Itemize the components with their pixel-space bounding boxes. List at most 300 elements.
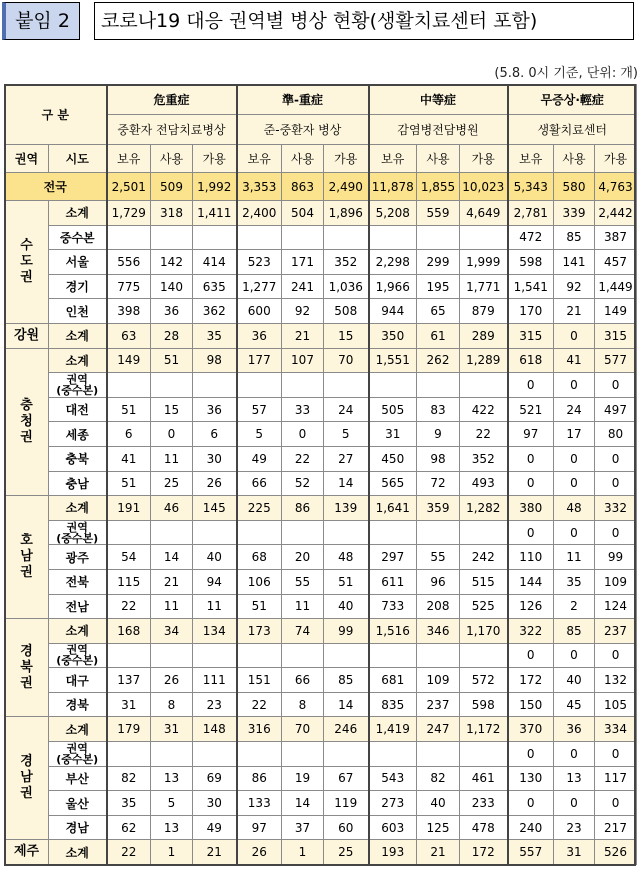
subgroup-header: 준-중환자 병상 xyxy=(237,115,369,145)
value-cell: 1,419 xyxy=(369,717,417,742)
document-header xyxy=(2,2,636,42)
value-cell: 0 xyxy=(151,422,193,447)
value-cell: 1,641 xyxy=(369,496,417,521)
value-cell: 350 xyxy=(369,323,417,348)
value-cell: 99 xyxy=(324,619,369,644)
value-cell: 40 xyxy=(324,594,369,619)
group-header: 무증상·輕症 xyxy=(508,85,637,115)
value-cell: 1 xyxy=(282,840,324,865)
value-cell: 170 xyxy=(508,299,554,324)
value-cell: 5 xyxy=(237,422,282,447)
value-cell: 515 xyxy=(460,569,508,594)
value-cell xyxy=(369,373,417,398)
value-cell: 51 xyxy=(151,348,193,373)
value-cell: 28 xyxy=(151,323,193,348)
value-cell: 0 xyxy=(508,742,554,767)
value-cell: 34 xyxy=(151,619,193,644)
city-label: 권역 (중수본) xyxy=(49,643,107,668)
value-cell: 681 xyxy=(369,668,417,693)
value-cell: 106 xyxy=(237,569,282,594)
value-cell: 5 xyxy=(151,791,193,816)
value-cell xyxy=(417,373,460,398)
value-cell xyxy=(460,373,508,398)
value-cell: 94 xyxy=(193,569,237,594)
metric-header: 가용 xyxy=(595,145,637,173)
value-cell: 332 xyxy=(595,496,637,521)
value-cell: 1,172 xyxy=(460,717,508,742)
value-cell xyxy=(282,225,324,250)
subtotal-row xyxy=(5,348,637,373)
value-cell: 334 xyxy=(595,717,637,742)
value-cell: 0 xyxy=(508,520,554,545)
value-cell: 565 xyxy=(369,471,417,496)
value-cell: 24 xyxy=(554,397,595,422)
value-cell xyxy=(417,742,460,767)
metric-header: 사용 xyxy=(554,145,595,173)
bed-status-table xyxy=(4,84,637,865)
value-cell: 26 xyxy=(193,471,237,496)
value-cell: 19 xyxy=(282,766,324,791)
value-cell: 0 xyxy=(595,471,637,496)
value-cell xyxy=(237,643,282,668)
value-cell: 82 xyxy=(107,766,151,791)
attachment-badge: 붙임 2 xyxy=(2,2,80,40)
value-cell: 74 xyxy=(282,619,324,644)
value-cell xyxy=(324,742,369,767)
city-label: 소계 xyxy=(49,323,107,348)
value-cell: 398 xyxy=(107,299,151,324)
value-cell: 13 xyxy=(151,815,193,840)
value-cell xyxy=(151,643,193,668)
value-cell: 70 xyxy=(324,348,369,373)
value-cell: 422 xyxy=(460,397,508,422)
value-cell: 98 xyxy=(417,446,460,471)
value-cell xyxy=(107,643,151,668)
value-cell: 14 xyxy=(324,692,369,717)
value-cell xyxy=(369,225,417,250)
value-cell: 247 xyxy=(417,717,460,742)
value-cell: 31 xyxy=(107,692,151,717)
value-cell: 603 xyxy=(369,815,417,840)
value-cell xyxy=(460,643,508,668)
value-cell: 195 xyxy=(417,274,460,299)
subgroup-header: 생활치료센터 xyxy=(508,115,637,145)
city-label: 소계 xyxy=(49,619,107,644)
table-row xyxy=(5,815,637,840)
value-cell: 733 xyxy=(369,594,417,619)
value-cell xyxy=(193,643,237,668)
value-cell: 11 xyxy=(151,446,193,471)
value-cell: 0 xyxy=(554,742,595,767)
value-cell: 2 xyxy=(554,594,595,619)
subtotal-row xyxy=(5,496,637,521)
value-cell: 14 xyxy=(282,791,324,816)
national-row xyxy=(5,173,637,201)
value-cell: 0 xyxy=(595,643,637,668)
value-cell: 115 xyxy=(107,569,151,594)
value-cell: 0 xyxy=(554,520,595,545)
value-cell: 2,501 xyxy=(107,173,151,201)
value-cell: 11 xyxy=(554,545,595,570)
table-row xyxy=(5,594,637,619)
city-label: 중수본 xyxy=(49,225,107,250)
value-cell: 17 xyxy=(554,422,595,447)
value-cell: 387 xyxy=(595,225,637,250)
value-cell: 132 xyxy=(595,668,637,693)
value-cell xyxy=(282,742,324,767)
value-cell xyxy=(417,643,460,668)
value-cell: 497 xyxy=(595,397,637,422)
value-cell: 600 xyxy=(237,299,282,324)
value-cell xyxy=(460,742,508,767)
value-cell: 110 xyxy=(508,545,554,570)
value-cell: 315 xyxy=(508,323,554,348)
value-cell: 179 xyxy=(107,717,151,742)
value-cell xyxy=(237,742,282,767)
value-cell: 99 xyxy=(595,545,637,570)
value-cell: 1,170 xyxy=(460,619,508,644)
value-cell: 1,551 xyxy=(369,348,417,373)
value-cell: 168 xyxy=(107,619,151,644)
value-cell: 173 xyxy=(237,619,282,644)
value-cell xyxy=(369,643,417,668)
value-cell: 92 xyxy=(554,274,595,299)
value-cell: 46 xyxy=(151,496,193,521)
value-cell: 133 xyxy=(237,791,282,816)
value-cell: 1,771 xyxy=(460,274,508,299)
value-cell: 598 xyxy=(508,250,554,275)
city-label: 소계 xyxy=(49,348,107,373)
value-cell: 63 xyxy=(107,323,151,348)
table-row xyxy=(5,692,637,717)
value-cell: 322 xyxy=(508,619,554,644)
value-cell: 246 xyxy=(324,717,369,742)
subgroup-header: 감염병전담병원 xyxy=(369,115,508,145)
corner-header: 구 분 xyxy=(5,85,107,145)
value-cell: 8 xyxy=(151,692,193,717)
value-cell: 557 xyxy=(508,840,554,865)
value-cell: 370 xyxy=(508,717,554,742)
value-cell: 119 xyxy=(324,791,369,816)
document-title: 코로나19 대응 권역별 병상 현황(생활치료센터 포함) xyxy=(94,2,634,40)
city-label: 소계 xyxy=(49,201,107,226)
value-cell: 48 xyxy=(554,496,595,521)
value-cell: 134 xyxy=(193,619,237,644)
value-cell: 2,442 xyxy=(595,201,637,226)
value-cell: 51 xyxy=(324,569,369,594)
value-cell: 66 xyxy=(282,668,324,693)
value-cell: 191 xyxy=(107,496,151,521)
value-cell: 472 xyxy=(508,225,554,250)
value-cell xyxy=(151,225,193,250)
subtotal-row xyxy=(5,840,637,865)
value-cell xyxy=(193,225,237,250)
header-row-groups xyxy=(5,85,637,115)
value-cell: 1,282 xyxy=(460,496,508,521)
region-label: 충 청 권 xyxy=(5,348,49,496)
value-cell: 315 xyxy=(595,323,637,348)
value-cell: 70 xyxy=(282,717,324,742)
table-row xyxy=(5,742,637,767)
value-cell: 635 xyxy=(193,274,237,299)
table-row xyxy=(5,569,637,594)
value-cell: 45 xyxy=(554,692,595,717)
value-cell: 139 xyxy=(324,496,369,521)
value-cell xyxy=(417,225,460,250)
value-cell: 30 xyxy=(193,446,237,471)
city-label: 소계 xyxy=(49,717,107,742)
value-cell: 80 xyxy=(595,422,637,447)
value-cell: 1,411 xyxy=(193,201,237,226)
city-label: 경북 xyxy=(49,692,107,717)
value-cell xyxy=(324,643,369,668)
value-cell: 142 xyxy=(151,250,193,275)
city-label: 세종 xyxy=(49,422,107,447)
value-cell: 172 xyxy=(460,840,508,865)
value-cell xyxy=(237,373,282,398)
value-cell: 2,490 xyxy=(324,173,369,201)
value-cell: 414 xyxy=(193,250,237,275)
value-cell: 863 xyxy=(282,173,324,201)
value-cell: 51 xyxy=(237,594,282,619)
value-cell: 26 xyxy=(151,668,193,693)
city-label: 충남 xyxy=(49,471,107,496)
metric-header: 사용 xyxy=(151,145,193,173)
value-cell: 55 xyxy=(417,545,460,570)
value-cell: 72 xyxy=(417,471,460,496)
value-cell: 97 xyxy=(508,422,554,447)
value-cell: 22 xyxy=(282,446,324,471)
basis-note: (5.8. 0시 기준, 단위: 개) xyxy=(494,66,638,81)
value-cell xyxy=(107,742,151,767)
value-cell xyxy=(107,225,151,250)
group-header: 危重症 xyxy=(107,85,237,115)
value-cell: 242 xyxy=(460,545,508,570)
value-cell: 461 xyxy=(460,766,508,791)
value-cell: 85 xyxy=(554,619,595,644)
value-cell xyxy=(282,643,324,668)
value-cell: 24 xyxy=(324,397,369,422)
value-cell: 83 xyxy=(417,397,460,422)
value-cell: 0 xyxy=(554,791,595,816)
value-cell: 1,541 xyxy=(508,274,554,299)
value-cell: 49 xyxy=(193,815,237,840)
value-cell xyxy=(369,742,417,767)
value-cell: 57 xyxy=(237,397,282,422)
value-cell: 611 xyxy=(369,569,417,594)
value-cell: 237 xyxy=(595,619,637,644)
value-cell: 0 xyxy=(508,643,554,668)
value-cell: 36 xyxy=(237,323,282,348)
value-cell: 86 xyxy=(282,496,324,521)
value-cell: 65 xyxy=(417,299,460,324)
value-cell: 21 xyxy=(282,323,324,348)
value-cell: 1,896 xyxy=(324,201,369,226)
value-cell: 36 xyxy=(151,299,193,324)
value-cell: 543 xyxy=(369,766,417,791)
value-cell: 6 xyxy=(107,422,151,447)
value-cell: 208 xyxy=(417,594,460,619)
value-cell: 130 xyxy=(508,766,554,791)
value-cell: 352 xyxy=(460,446,508,471)
value-cell: 273 xyxy=(369,791,417,816)
value-cell: 69 xyxy=(193,766,237,791)
value-cell: 36 xyxy=(554,717,595,742)
value-cell xyxy=(282,373,324,398)
value-cell: 316 xyxy=(237,717,282,742)
value-cell: 96 xyxy=(417,569,460,594)
value-cell: 31 xyxy=(369,422,417,447)
value-cell: 577 xyxy=(595,348,637,373)
value-cell xyxy=(324,520,369,545)
value-cell: 523 xyxy=(237,250,282,275)
group-header: 準-重症 xyxy=(237,85,369,115)
value-cell: 559 xyxy=(417,201,460,226)
table-row xyxy=(5,643,637,668)
value-cell: 1 xyxy=(151,840,193,865)
city-label: 인천 xyxy=(49,299,107,324)
value-cell xyxy=(107,520,151,545)
table-row xyxy=(5,225,637,250)
value-cell: 67 xyxy=(324,766,369,791)
city-label: 울산 xyxy=(49,791,107,816)
value-cell: 15 xyxy=(324,323,369,348)
value-cell: 35 xyxy=(107,791,151,816)
value-cell: 0 xyxy=(595,791,637,816)
value-cell: 144 xyxy=(508,569,554,594)
value-cell: 30 xyxy=(193,791,237,816)
region-label: 강원 xyxy=(5,323,49,348)
value-cell: 526 xyxy=(595,840,637,865)
value-cell xyxy=(282,520,324,545)
value-cell: 0 xyxy=(554,323,595,348)
value-cell: 20 xyxy=(282,545,324,570)
value-cell: 572 xyxy=(460,668,508,693)
value-cell: 22 xyxy=(237,692,282,717)
city-label: 권역 (중수본) xyxy=(49,742,107,767)
value-cell: 2,400 xyxy=(237,201,282,226)
value-cell: 521 xyxy=(508,397,554,422)
value-cell: 217 xyxy=(595,815,637,840)
value-cell: 3,353 xyxy=(237,173,282,201)
value-cell: 11 xyxy=(193,594,237,619)
value-cell xyxy=(151,520,193,545)
value-cell: 225 xyxy=(237,496,282,521)
value-cell: 117 xyxy=(595,766,637,791)
value-cell: 505 xyxy=(369,397,417,422)
value-cell: 13 xyxy=(554,766,595,791)
value-cell xyxy=(193,742,237,767)
table-row xyxy=(5,422,637,447)
value-cell: 92 xyxy=(282,299,324,324)
subtotal-row xyxy=(5,619,637,644)
value-cell: 23 xyxy=(554,815,595,840)
value-cell: 149 xyxy=(107,348,151,373)
city-label: 경기 xyxy=(49,274,107,299)
value-cell: 10,023 xyxy=(460,173,508,201)
table-row xyxy=(5,299,637,324)
region-col-header: 권역 xyxy=(5,145,49,173)
header-row-metrics xyxy=(5,145,637,173)
value-cell: 233 xyxy=(460,791,508,816)
value-cell: 450 xyxy=(369,446,417,471)
value-cell: 504 xyxy=(282,201,324,226)
value-cell xyxy=(417,520,460,545)
metric-header: 보유 xyxy=(237,145,282,173)
value-cell: 172 xyxy=(508,668,554,693)
value-cell: 13 xyxy=(151,766,193,791)
value-cell xyxy=(369,520,417,545)
value-cell: 241 xyxy=(282,274,324,299)
value-cell: 60 xyxy=(324,815,369,840)
value-cell: 25 xyxy=(151,471,193,496)
value-cell: 0 xyxy=(595,373,637,398)
value-cell: 5,208 xyxy=(369,201,417,226)
value-cell xyxy=(237,520,282,545)
value-cell: 879 xyxy=(460,299,508,324)
value-cell: 380 xyxy=(508,496,554,521)
value-cell: 148 xyxy=(193,717,237,742)
subtotal-row xyxy=(5,323,637,348)
value-cell xyxy=(151,373,193,398)
value-cell: 98 xyxy=(193,348,237,373)
value-cell: 318 xyxy=(151,201,193,226)
value-cell: 40 xyxy=(417,791,460,816)
region-label: 수 도 권 xyxy=(5,201,49,324)
value-cell: 11 xyxy=(282,594,324,619)
metric-header: 사용 xyxy=(282,145,324,173)
value-cell: 125 xyxy=(417,815,460,840)
value-cell: 21 xyxy=(151,569,193,594)
table-row xyxy=(5,766,637,791)
value-cell: 1,516 xyxy=(369,619,417,644)
city-label: 부산 xyxy=(49,766,107,791)
value-cell: 237 xyxy=(417,692,460,717)
value-cell: 31 xyxy=(151,717,193,742)
value-cell: 297 xyxy=(369,545,417,570)
value-cell: 151 xyxy=(237,668,282,693)
value-cell: 150 xyxy=(508,692,554,717)
value-cell: 137 xyxy=(107,668,151,693)
value-cell: 51 xyxy=(107,471,151,496)
value-cell: 22 xyxy=(107,840,151,865)
value-cell: 26 xyxy=(237,840,282,865)
city-label: 권역 (중수본) xyxy=(49,520,107,545)
value-cell: 22 xyxy=(460,422,508,447)
subgroup-header: 중환자 전담치료병상 xyxy=(107,115,237,145)
value-cell: 145 xyxy=(193,496,237,521)
value-cell: 1,729 xyxy=(107,201,151,226)
value-cell: 493 xyxy=(460,471,508,496)
value-cell: 111 xyxy=(193,668,237,693)
value-cell: 6 xyxy=(193,422,237,447)
value-cell: 27 xyxy=(324,446,369,471)
region-label: 호 남 권 xyxy=(5,496,49,619)
city-label: 권역 (중수본) xyxy=(49,373,107,398)
value-cell: 4,763 xyxy=(595,173,637,201)
metric-header: 가용 xyxy=(193,145,237,173)
value-cell: 240 xyxy=(508,815,554,840)
subtotal-row xyxy=(5,201,637,226)
metric-header: 가용 xyxy=(324,145,369,173)
value-cell: 0 xyxy=(282,422,324,447)
value-cell: 149 xyxy=(595,299,637,324)
table-row xyxy=(5,520,637,545)
value-cell xyxy=(324,373,369,398)
value-cell: 25 xyxy=(324,840,369,865)
city-label: 전북 xyxy=(49,569,107,594)
value-cell: 11,878 xyxy=(369,173,417,201)
